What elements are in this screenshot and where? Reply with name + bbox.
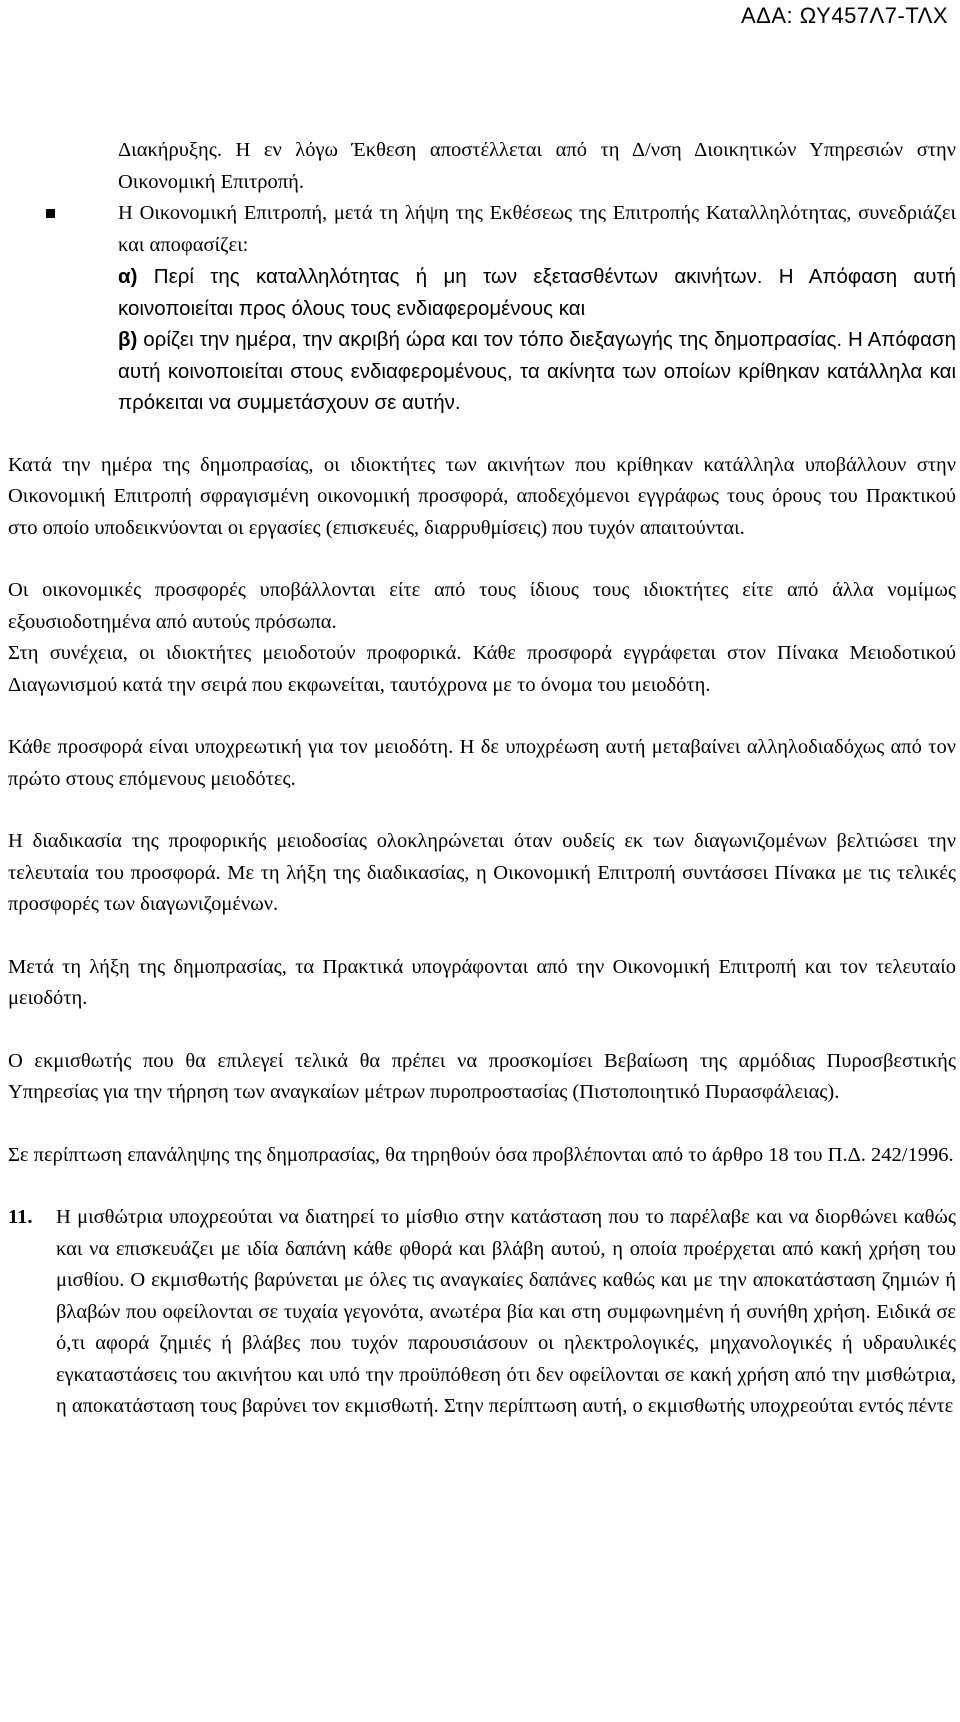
paragraph-submission: Οι οικονομικές προσφορές υποβάλλονται είτε από τους ίδιους τους ιδιοκτήτες είτε από άλλα νομίμως εξουσιοδοτημένα από αυτούς πρόσωπα.: [8, 579, 956, 633]
item-a-text: Περί της καταλληλότητας ή μη των εξετασθέντων ακινήτων. Η Απόφαση αυτή κοινοποιείται προς όλους τους ενδιαφερομένους και: [118, 265, 956, 320]
item-b-label: β): [118, 328, 138, 351]
bullet-item: [118, 198, 956, 261]
paragraph-oral-bidding: Στη συνέχεια, οι ιδιοκτήτες μειοδοτούν προφορικά. Κάθε προσφορά εγγράφεται στον Πίνακα Μειοδοτικού Διαγωνισμού κατά την σειρά που εκφωνείται, ταυτόχρονα με το όνομα του μειοδότη.: [8, 642, 956, 696]
item-a-label: α): [118, 265, 138, 288]
square-bullet-icon: [46, 209, 55, 218]
ada-code: ΑΔΑ: ΩΥ457Λ7-ΤΛΧ: [740, 3, 948, 28]
section-11-number: 11.: [8, 1206, 33, 1228]
section-11: [8, 1202, 956, 1423]
paragraph-repetition: Σε περίπτωση επανάληψης της δημοπρασίας, θα τηρηθούν όσα προβλέπονται από το άρθρο 18 του Π.Δ. 242/1996.: [8, 1143, 954, 1166]
bullet-text: Η Οικονομική Επιτροπή, μετά τη λήψη της Εκθέσεως της Επιτροπής Καταλληλότητας, συνεδριάζει και αποφασίζει:: [118, 202, 956, 256]
section-11-text: Η μισθώτρια υποχρεούται να διατηρεί το μίσθιο στην κατάσταση που το παρέλαβε και να διορθώνει καθώς και να επισκευάζει με ιδία δαπάνη κάθε φθορά και βλάβη αυτού, η οποία προέρχεται από κακή χρήση του μισθίου. Ο εκμισθωτής βαρύνεται με όλες τις αναγκαίες δαπάνες καθώς και με την αποκατάσταση ζημιών ή βλαβών που οφείλονται σε τυχαία γεγονότα, ανωτέρα βία και στη συμφωνημένη ή συνήθη χρήση. Ειδικά σε ό,τι αφορά ζημιές ή βλάβες που τυχόν παρουσιάσουν οι ηλεκτρολογικές, μηχανολογικές ή υδραυλικές εγκαταστάσεις του ακινήτου και υπό την προϋπόθεση ότι δεν οφείλονται σε κακή χρήση από την μισθώτρια, η αποκατάσταση τους βαρύνει τον εκμισθωτή. Στην περίπτωση αυτή, ο εκμισθωτής υποχρεούται εντός πέντε: [56, 1206, 956, 1417]
document-body: [8, 135, 956, 1423]
paragraph-obligation: Κάθε προσφορά είναι υποχρεωτική για τον μειοδότη. Η δε υποχρέωση αυτή μεταβαίνει αλληλοδιαδόχως από τον πρώτο στους επόμενους μειοδότες.: [8, 736, 956, 790]
intro-paragraph: Διακήρυξης. Η εν λόγω Έκθεση αποστέλλεται από τη Δ/νση Διοικητικών Υπηρεσιών στην Οικονομική Επιτροπή.: [118, 139, 956, 193]
paragraph-offers: Κατά την ημέρα της δημοπρασίας, οι ιδιοκτήτες των ακινήτων που κρίθηκαν κατάλληλα υποβάλλουν στην Οικονομική Επιτροπή σφραγισμένη οικονομική προσφορά, αποδεχόμενοι εγγράφως τους όρους του Πρακτικού στο οποίο υποδεικνύονται οι εργασίες (επισκευές, διαρρυθμίσεις) που τυχόν απαιτούνται.: [8, 453, 956, 539]
item-b: [118, 324, 956, 419]
item-a: [118, 261, 956, 324]
paragraph-minutes: Μετά τη λήξη της δημοπρασίας, τα Πρακτικά υπογράφονται από την Οικονομική Επιτροπή και τον τελευταίο μειοδότη.: [8, 955, 956, 1009]
paragraph-fire-certificate: Ο εκμισθωτής που θα επιλεγεί τελικά θα πρέπει να προσκομίσει Βεβαίωση της αρμόδιας Πυροσβεστικής Υπηρεσίας για την τήρηση των αναγκαίων μέτρων πυροπροστασίας (Πιστοποιητικό Πυρασφάλειας).: [8, 1049, 956, 1103]
item-b-text: ορίζει την ημέρα, την ακριβή ώρα και τον τόπο διεξαγωγής της δημοπρασίας. Η Απόφαση αυτή κοινοποιείται στους ενδιαφερομένους, τα ακίνητα των οποίων κρίθηκαν κατάλληλα και πρόκειται να συμμετάσχουν σε αυτήν.: [118, 328, 956, 414]
paragraph-completion: Η διαδικασία της προφορικής μειοδοσίας ολοκληρώνεται όταν ουδείς εκ των διαγωνιζομένων βελτιώσει την τελευταία του προσφορά. Με τη λήξη της διαδικασίας, η Οικονομική Επιτροπή συντάσσει Πίνακα με τις τελικές προσφορές των διαγωνιζομένων.: [8, 830, 956, 915]
